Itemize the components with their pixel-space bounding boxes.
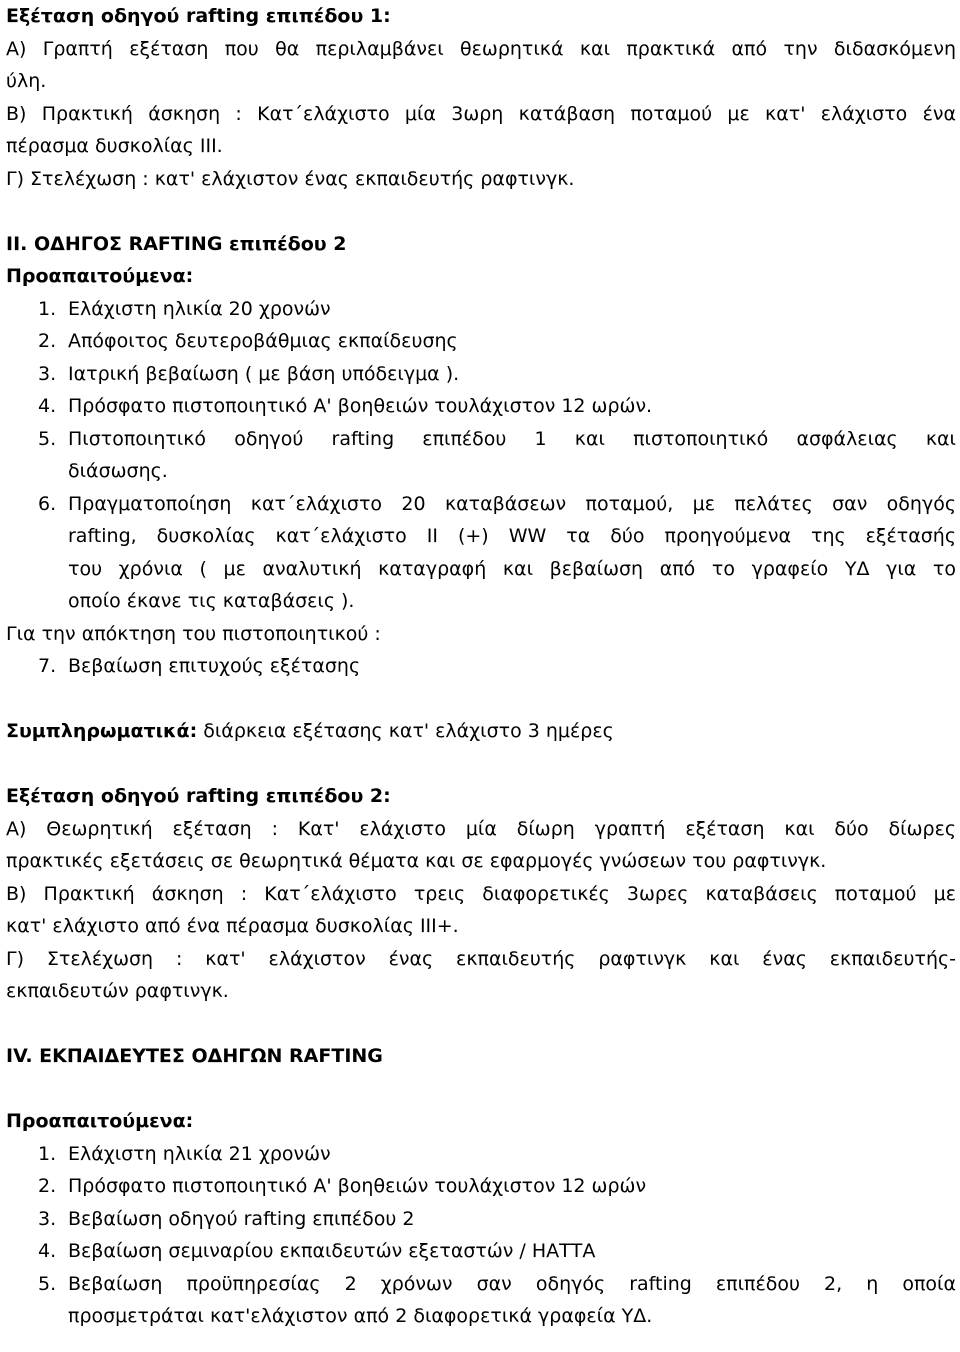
exam1-a-line1: Α) Γραπτή εξέταση που θα περιλαμβάνει θεωρητικά και πρακτικά από την διδασκόμενη: [6, 37, 956, 60]
list-line: Πρόσφατο πιστοποιητικό Α' βοηθειών τουλάχιστον 12 ωρών.: [68, 395, 653, 417]
level2-supplementary: [6, 715, 956, 748]
list-text: [68, 1268, 956, 1333]
list-line: Βεβαίωση προϋπηρεσίας 2 χρόνων σαν οδηγός rafting επιπέδου 2, η οποία: [68, 1272, 956, 1295]
list-line: Ελάχιστη ηλικία 20 χρονών: [68, 297, 331, 320]
exam2-heading: Εξέταση οδηγού rafting επιπέδου 2:: [6, 785, 391, 807]
list-number: 3.: [38, 1207, 57, 1230]
list-line: Βεβαίωση επιτυχούς εξέτασης: [68, 655, 361, 677]
level4-item-2: [6, 1170, 956, 1203]
list-line: διάσωσης.: [68, 460, 168, 482]
list-number: 1.: [38, 297, 57, 320]
level2-item-7: [6, 650, 956, 683]
exam2-a-line1: Α) Θεωρητική εξέταση : Κατ' ελάχιστο μία δίωρη γραπτή εξέταση και δύο δίωρες: [6, 817, 956, 840]
exam1-b-line2: πέρασμα δυσκολίας ΙΙΙ.: [6, 135, 223, 157]
list-line: Βεβαίωση οδηγού rafting επιπέδου 2: [68, 1207, 415, 1230]
list-number: 1.: [38, 1142, 57, 1165]
list-text: [68, 1170, 956, 1203]
level2-heading: ΙΙ. ΟΔΗΓΟΣ RAFTING επιπέδου 2: [6, 232, 347, 255]
list-line: του χρόνια ( με αναλυτική καταγραφή και βεβαίωση από το γραφείο ΥΔ για το: [68, 557, 956, 580]
list-number: 5.: [38, 1272, 57, 1295]
list-line: οποίο έκανε τις καταβάσεις ).: [68, 590, 355, 612]
level2-item-6: [6, 488, 956, 618]
level4-heading: IV. ΕΚΠΑΙΔΕΥΤΕΣ ΟΔΗΓΩΝ RAFTING: [6, 1045, 383, 1067]
list-line: Απόφοιτος δευτεροβάθμιας εκπαίδευσης: [68, 330, 458, 352]
list-number: 5.: [38, 427, 57, 450]
level2-cert-label: Για την απόκτηση του πιστοποιητικού :: [6, 622, 381, 645]
list-line: rafting, δυσκολίας κατ΄ελάχιστο ΙΙ (+) WW τα δύο προηγούμενα της εξέτασής: [68, 525, 956, 547]
list-line: Πρόσφατο πιστοποιητικό Α' βοηθειών τουλάχιστον 12 ωρών: [68, 1175, 647, 1197]
list-line: προσμετράται κατ'ελάχιστον από 2 διαφορετικά γραφεία ΥΔ.: [68, 1305, 653, 1327]
supplementary-label: Συμπληρωματικά:: [6, 720, 198, 742]
exam1-b-line1: Β) Πρακτική άσκηση : Κατ΄ελάχιστο μία 3ωρη κατάβαση ποταμού με κατ' ελάχιστο ένα: [6, 102, 956, 125]
exam2-c-line1: Γ) Στελέχωση : κατ' ελάχιστον ένας εκπαιδευτής ραφτινγκ και ένας εκπαιδευτής-: [6, 947, 956, 970]
level2-prereq-label: Προαπαιτούμενα:: [6, 265, 194, 287]
spacer: [6, 195, 956, 228]
level4-item-4: [6, 1235, 956, 1268]
spacer: [6, 1073, 956, 1106]
list-number: 6.: [38, 492, 57, 515]
exam1-heading: Εξέταση οδηγού rafting επιπέδου 1:: [6, 5, 391, 27]
exam1-a-line2: ύλη.: [6, 70, 47, 92]
list-line: Βεβαίωση σεμιναρίου εκπαιδευτών εξεταστών / ΗΑΤΤΑ: [68, 1240, 596, 1262]
list-number: 7.: [38, 655, 57, 677]
list-text: [68, 650, 956, 683]
list-text: [68, 325, 956, 358]
list-text: [68, 390, 956, 423]
level2-item-5: [6, 423, 956, 488]
list-number: 4.: [38, 395, 57, 417]
list-number: 4.: [38, 1240, 57, 1262]
list-text: [68, 488, 956, 618]
supplementary-text: διάρκεια εξέτασης κατ' ελάχιστο 3 ημέρες: [197, 720, 614, 742]
spacer: [6, 748, 956, 781]
level4-prereq-label: Προαπαιτούμενα:: [6, 1110, 194, 1132]
list-number: 3.: [38, 362, 57, 385]
list-text: [68, 358, 956, 391]
list-text: [68, 293, 956, 326]
level4-item-1: [6, 1138, 956, 1171]
exam2-b-line2: κατ' ελάχιστο από ένα πέρασμα δυσκολίας ΙΙΙ+.: [6, 915, 459, 937]
exam2-b-line1: Β) Πρακτική άσκηση : Κατ΄ελάχιστο τρεις διαφορετικές 3ωρες καταβάσεις ποταμού με: [6, 882, 956, 905]
list-text: [68, 1138, 956, 1171]
exam2-c-line2: εκπαιδευτών ραφτινγκ.: [6, 980, 229, 1002]
level2-item-4: [6, 390, 956, 423]
level2-item-2: [6, 325, 956, 358]
list-line: Πραγματοποίηση κατ΄ελάχιστο 20 καταβάσεων ποταμού, με πελάτες σαν οδηγός: [68, 492, 956, 515]
exam2-a-line2: πρακτικές εξετάσεις σε θεωρητικά θέματα και σε εφαρμογές γνώσεων του ραφτινγκ.: [6, 850, 827, 872]
list-number: 2.: [38, 1175, 57, 1197]
spacer: [6, 1008, 956, 1041]
exam1-c-line1: Γ) Στελέχωση : κατ' ελάχιστον ένας εκπαιδευτής ραφτινγκ.: [6, 167, 575, 190]
list-text: [68, 423, 956, 488]
document-page: [6, 0, 956, 1333]
list-number: 2.: [38, 330, 57, 352]
list-line: Πιστοποιητικό οδηγού rafting επιπέδου 1 και πιστοποιητικό ασφάλειας και: [68, 427, 956, 450]
level4-item-3: [6, 1203, 956, 1236]
level2-item-1: [6, 293, 956, 326]
level4-item-5: [6, 1268, 956, 1333]
list-line: Ιατρική βεβαίωση ( με βάση υπόδειγμα ).: [68, 362, 460, 385]
list-text: [68, 1203, 956, 1236]
level2-item-3: [6, 358, 956, 391]
list-line: Ελάχιστη ηλικία 21 χρονών: [68, 1142, 331, 1165]
list-text: [68, 1235, 956, 1268]
spacer: [6, 683, 956, 716]
